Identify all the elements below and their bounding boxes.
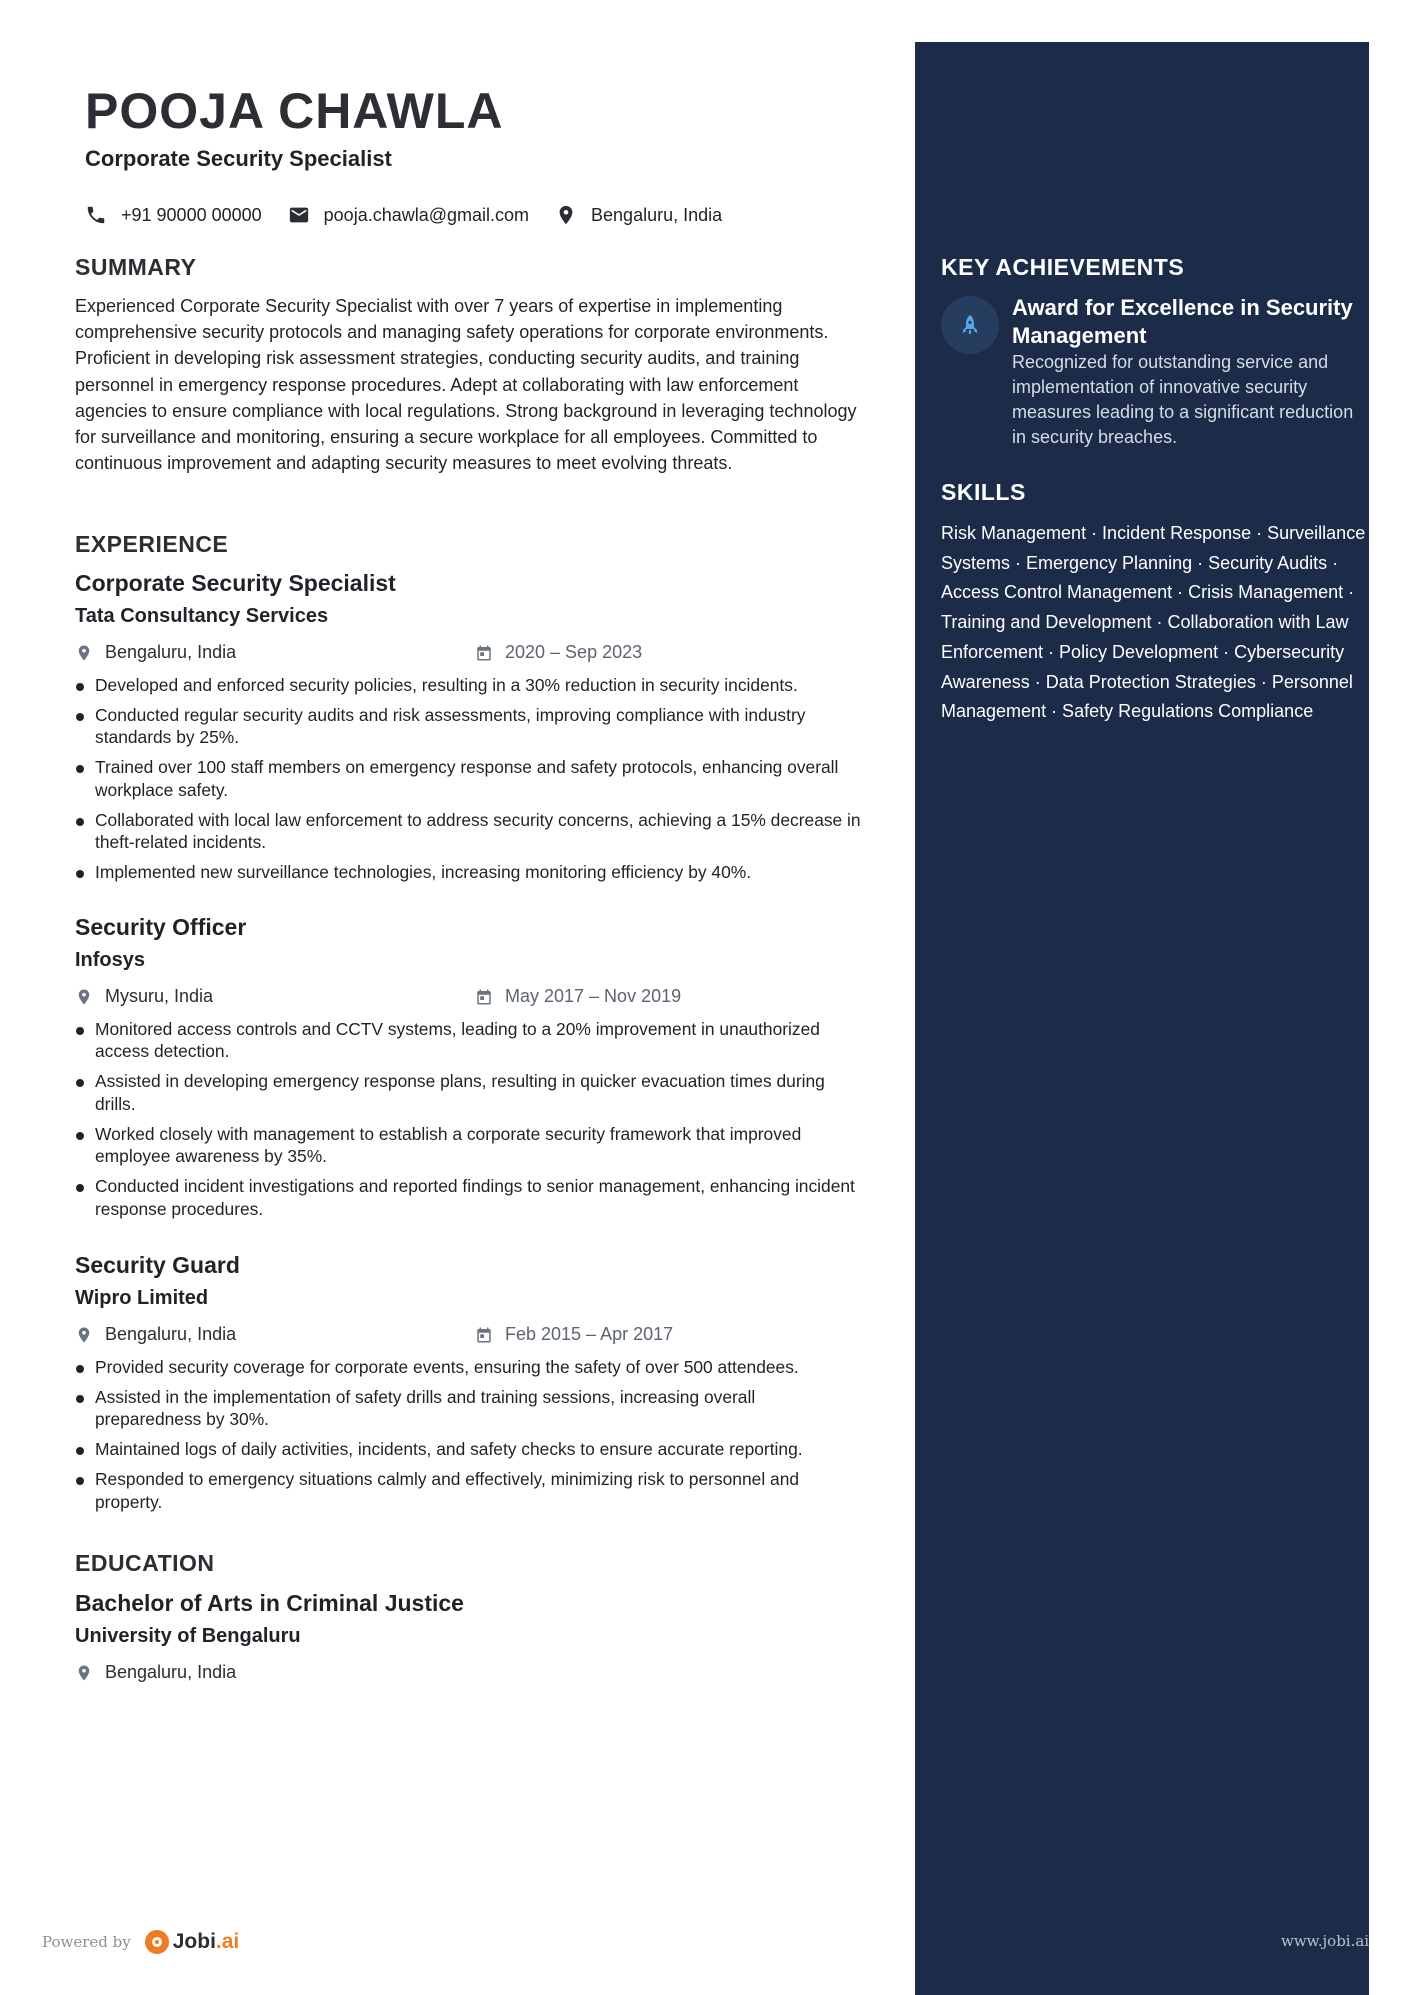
rocket-icon (958, 313, 982, 337)
calendar-icon (475, 988, 493, 1006)
list-item: Assisted in developing emergency response plans, resulting in quicker evacuation times during drills. (75, 1070, 865, 1115)
list-item: Developed and enforced security policies, resulting in a 30% reduction in security incidents. (75, 674, 865, 697)
list-item: Conducted regular security audits and risk assessments, improving compliance with industry standards by 25%. (75, 704, 865, 749)
contact-phone[interactable] (85, 204, 262, 226)
list-item: Assisted in the implementation of safety drills and training sessions, increasing overall preparedness by 30%. (75, 1386, 865, 1431)
job-bullets (75, 1356, 865, 1514)
phone-text: +91 90000 00000 (121, 204, 262, 225)
powered-by-text: Powered by (42, 1933, 131, 1951)
job-entry (75, 914, 865, 1228)
job-entry (75, 1252, 865, 1521)
job-bullets (75, 674, 865, 884)
calendar-icon (475, 1326, 493, 1344)
achievement-description: Recognized for outstanding service and implementation of innovative security measures leading to a significant reduction in security breaches. (1012, 352, 1354, 447)
education-degree: Bachelor of Arts in Criminal Justice (75, 1590, 464, 1616)
job-company: Infosys (75, 948, 146, 971)
job-meta (75, 640, 865, 666)
experience-heading: EXPERIENCE (75, 531, 229, 557)
summary-text: Experienced Corporate Security Specialist with over 7 years of expertise in implementing comprehensive security protocols and managing safety operations for corporate environments. Proficient in developing risk assessment strategies, conducting security audits, and training personnel in emergency response procedures. Adept at collaborating with law enforcement agencies to ensure compliance with local regulations. Strong background in leveraging technology for surveillance and monitoring, ensuring a secure workplace for all employees. Committed to continuous improvement and adapting security measures to meet evolving threats. (75, 296, 857, 474)
skills-heading: SKILLS (941, 479, 1026, 505)
location-pin-icon (555, 204, 577, 226)
calendar-icon (475, 644, 493, 662)
job-meta (75, 984, 865, 1010)
contact-email[interactable] (288, 204, 529, 226)
skills-list: Risk Management · Incident Response · Surveillance Systems · Emergency Planning · Security Audits · Access Control Management · Crisis Management · Training and Development · Collaboration with Law Enforcement · Policy Development · Cybersecurity Awareness · Data Protection Strategies · Personnel Management · Safety Regulations Compliance (941, 523, 1366, 722)
list-item: Maintained logs of daily activities, incidents, and safety checks to ensure accurate reporting. (75, 1438, 865, 1461)
email-text: pooja.chawla@gmail.com (323, 204, 530, 225)
job-role: Security Guard (75, 1252, 240, 1278)
list-item: Trained over 100 staff members on emergency response and safety protocols, enhancing overall workplace safety. (75, 756, 865, 801)
education-entry (75, 1590, 865, 1686)
job-location: Bengaluru, India (105, 642, 237, 663)
job-dates: May 2017 – Nov 2019 (505, 986, 682, 1007)
education-location: Bengaluru, India (105, 1662, 237, 1683)
jobi-logo-text: Jobi (172, 1930, 216, 1953)
education-school: University of Bengaluru (75, 1624, 301, 1647)
job-location: Bengaluru, India (105, 1324, 237, 1345)
job-role: Corporate Security Specialist (75, 570, 396, 596)
candidate-name: POOJA CHAWLA (85, 83, 504, 139)
jobi-logo-suffix: .ai (215, 1930, 240, 1953)
footer-website-link[interactable]: www.jobi.ai (1281, 1932, 1370, 1950)
achievement-badge (941, 296, 999, 354)
contact-bar (85, 204, 748, 226)
education-heading: EDUCATION (75, 1550, 215, 1576)
summary-heading: SUMMARY (75, 254, 197, 280)
jobi-logo[interactable] (145, 1930, 240, 1954)
location-pin-icon (75, 1326, 93, 1344)
contact-location (555, 204, 722, 226)
job-meta (75, 1322, 865, 1348)
list-item: Monitored access controls and CCTV systems, leading to a 20% improvement in unauthorized access detection. (75, 1018, 865, 1063)
job-entry (75, 570, 865, 891)
email-icon (288, 204, 310, 226)
job-role: Security Officer (75, 914, 247, 940)
location-pin-icon (75, 988, 93, 1006)
list-item: Provided security coverage for corporate events, ensuring the safety of over 500 attendees. (75, 1356, 865, 1379)
candidate-headline: Corporate Security Specialist (85, 146, 392, 171)
jobi-logo-icon (145, 1930, 169, 1954)
list-item: Implemented new surveillance technologies, increasing monitoring efficiency by 40%. (75, 861, 865, 884)
job-bullets (75, 1018, 865, 1221)
list-item: Collaborated with local law enforcement to address security concerns, achieving a 15% decrease in theft-related incidents. (75, 809, 865, 854)
education-meta (75, 1660, 865, 1686)
job-company: Tata Consultancy Services (75, 604, 329, 627)
location-text: Bengaluru, India (591, 204, 723, 225)
footer-branding (42, 1930, 239, 1954)
phone-icon (85, 204, 107, 226)
list-item: Worked closely with management to establish a corporate security framework that improved employee awareness by 35%. (75, 1123, 865, 1168)
job-dates: Feb 2015 – Apr 2017 (505, 1324, 674, 1345)
job-dates: 2020 – Sep 2023 (505, 642, 643, 663)
location-pin-icon (75, 644, 93, 662)
achievements-heading: KEY ACHIEVEMENTS (941, 254, 1185, 280)
job-location: Mysuru, India (105, 986, 214, 1007)
achievement-title: Award for Excellence in Security Management (1012, 295, 1353, 348)
list-item: Responded to emergency situations calmly and effectively, minimizing risk to personnel and property. (75, 1468, 865, 1513)
location-pin-icon (75, 1664, 93, 1682)
job-company: Wipro Limited (75, 1286, 209, 1309)
list-item: Conducted incident investigations and reported findings to senior management, enhancing incident response procedures. (75, 1175, 865, 1220)
